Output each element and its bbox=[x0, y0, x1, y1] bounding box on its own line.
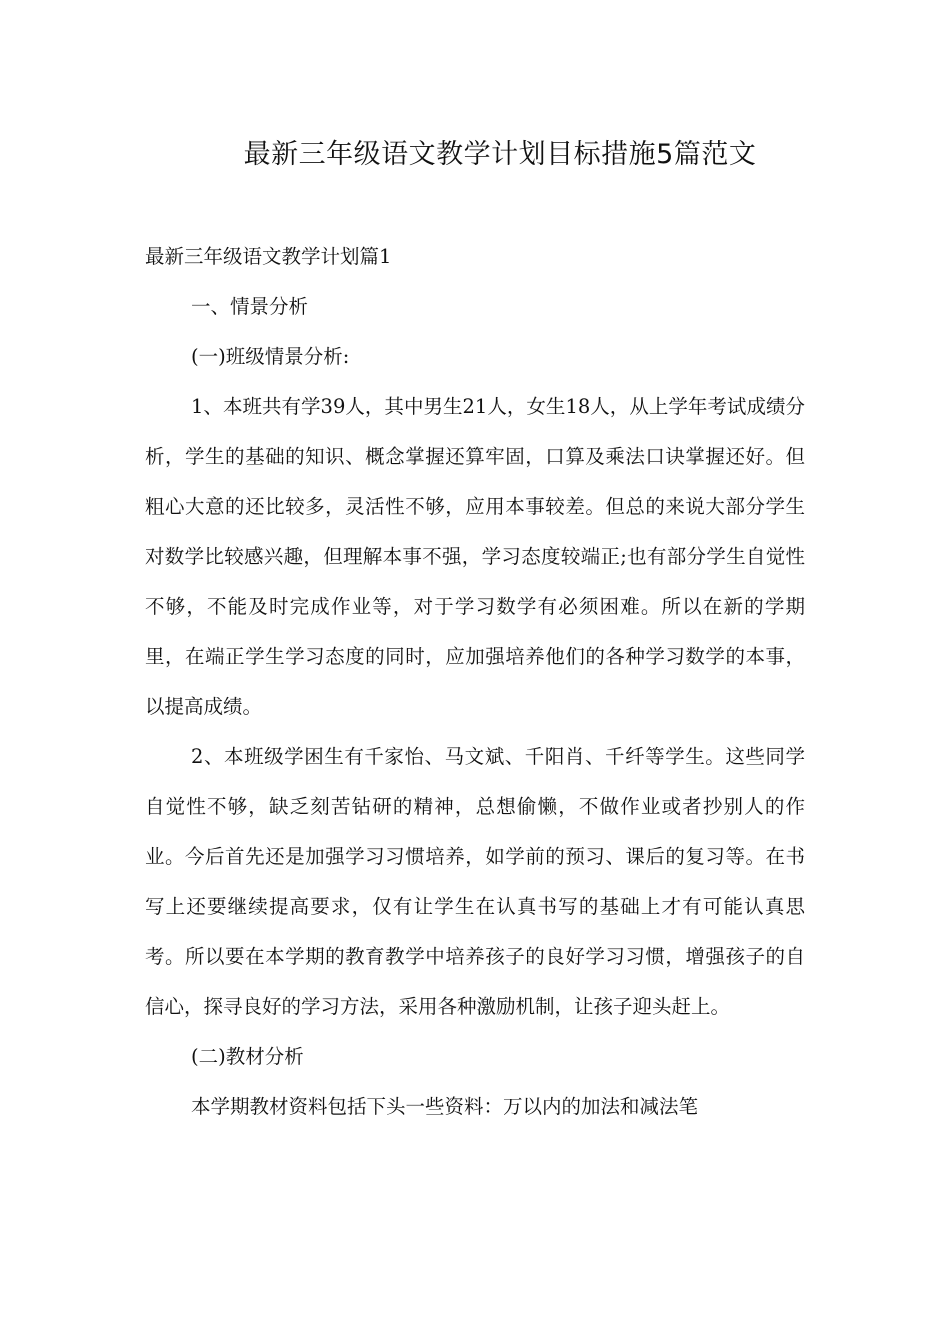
document-body bbox=[145, 232, 805, 1132]
document-title: 最新三年级语文教学计划目标措施5篇范文 bbox=[243, 139, 757, 170]
paragraph-class-overview: 1、本班共有学39人，其中男生21人，女生18人，从上学年考试成绩分析，学生的基础的知识、概念掌握还算牢固，口算及乘法口诀掌握还好。但粗心大意的还比较多，灵活性不够，应用本事较差。但总的来说大部分学生对数学比较感兴趣，但理解本事不强，学习态度较端正;也有部分学生自觉性不够，不能及时完成作业等，对于学习数学有必须困难。所以在新的学期里，在端正学生学习态度的同时，应加强培养他们的各种学习数学的本事，以提高成绩。 bbox=[145, 395, 805, 718]
paragraph-textbook-content: 本学期教材资料包括下头一些资料：万以内的加法和减法笔 bbox=[191, 1095, 699, 1118]
article-heading: 最新三年级语文教学计划篇1 bbox=[145, 245, 392, 268]
paragraph-struggling-students: 2、本班级学困生有千家怡、马文斌、千阳肖、千纤等学生。这些同学自觉性不够，缺乏刻苦钻研的精神，总想偷懒，不做作业或者抄别人的作业。今后首先还是加强学习习惯培养，如学前的预习、课后的复习等。在书写上还要继续提高要求，仅有让学生在认真书写的基础上才有可能认真思考。所以要在本学期的教育教学中培养孩子的良好学习习惯，增强孩子的自信心，探寻良好的学习方法，采用各种激励机制，让孩子迎头赶上。 bbox=[145, 745, 805, 1018]
section-heading-situation-analysis: 一、情景分析 bbox=[191, 295, 309, 318]
subsection-heading-textbook-analysis: (二)教材分析 bbox=[191, 1045, 304, 1068]
subsection-heading-class-analysis: (一)班级情景分析: bbox=[191, 345, 350, 368]
